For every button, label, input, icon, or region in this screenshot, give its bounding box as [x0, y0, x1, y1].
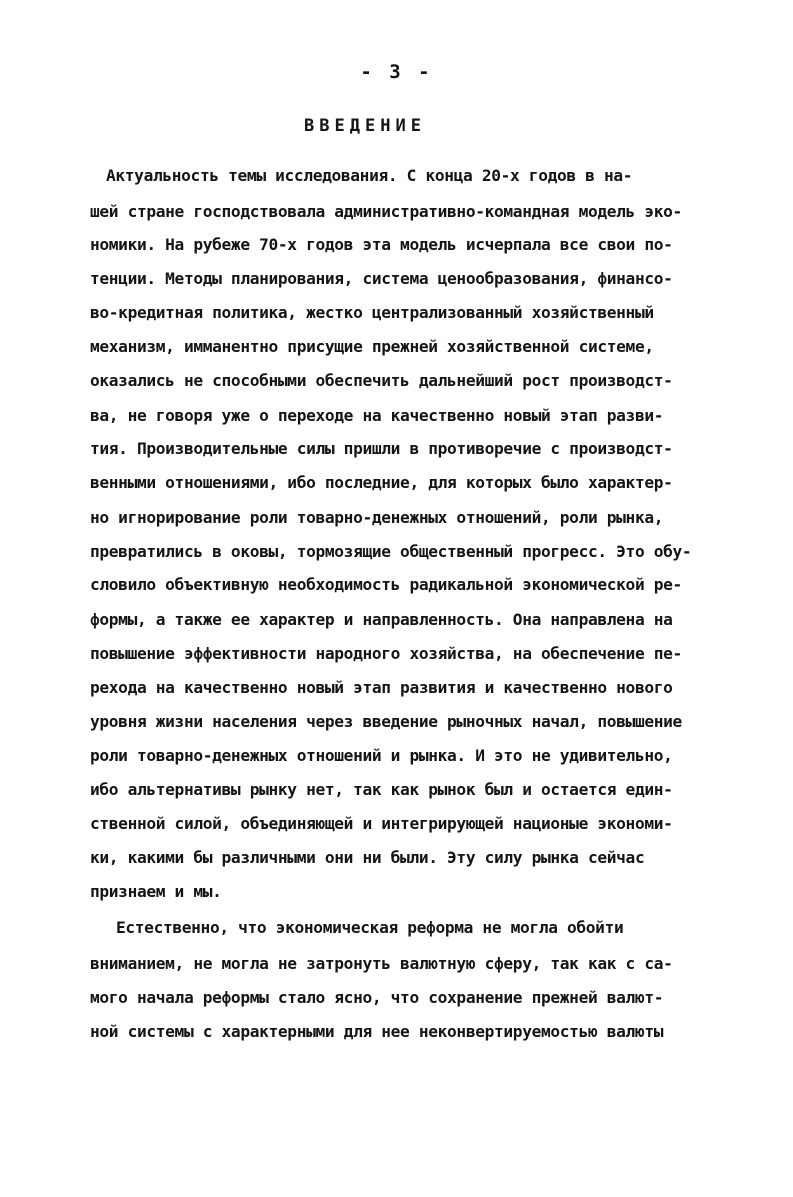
page-number: - 3 - — [360, 61, 433, 83]
text-line: номики. На рубеже 70-х годов эта модель исчерпала все свои по- — [90, 235, 673, 254]
text-line: формы, а также ее характер и направленность. Она направлена на — [90, 610, 673, 629]
text-line: оказались не способными обеспечить дальнейший рост производст- — [90, 371, 673, 390]
text-line: ственной силой, объединяющей и интегрирующей национые экономи- — [90, 814, 673, 833]
text-line: словило объективную необходимость радикальной экономической ре- — [90, 575, 682, 594]
text-line: механизм, имманентно присущие прежней хозяйственной системе, — [90, 337, 654, 356]
text-line: но игнорирование роли товарно-денежных отношений, роли рынка, — [90, 508, 664, 527]
text-line: ибо альтернативы рынку нет, так как рынок был и остается един- — [90, 780, 673, 799]
text-line: венными отношениями, ибо последние, для которых было характер- — [90, 473, 673, 492]
text-line: ной системы с характерными для нее неконвертируемостью валюты — [90, 1022, 664, 1041]
text-line: ва, не говоря уже о переходе на качественно новый этап разви- — [90, 406, 664, 425]
text-line: Естественно, что экономическая реформа не могла обойти — [116, 918, 624, 937]
text-line: тия. Производительные силы пришли в противоречие с производст- — [90, 439, 673, 458]
text-line: мого начала реформы стало ясно, что сохранение прежней валют- — [90, 988, 664, 1007]
text-line: ки, какими бы различными они ни были. Эту силу рынка сейчас — [90, 848, 645, 867]
text-line: тенции. Методы планирования, система ценообразования, финансо- — [90, 269, 673, 288]
text-line: вниманием, не могла не затронуть валютную сферу, так как с са- — [90, 954, 673, 973]
text-line: роли товарно-денежных отношений и рынка. И это не удивительно, — [90, 746, 673, 765]
text-line: уровня жизни населения через введение рыночных начал, повышение — [90, 712, 682, 731]
text-line: рехода на качественно новый этап развития и качественно нового — [90, 678, 673, 697]
text-line: шей стране господствовала административно-командная модель эко- — [90, 202, 682, 221]
text-line: признаем и мы. — [90, 882, 222, 901]
text-line: Актуальность темы исследования. С конца 20-х годов в на- — [106, 166, 633, 185]
text-line: повышение эффективности народного хозяйства, на обеспечение пе- — [90, 644, 682, 663]
section-heading: ВВЕДЕНИЕ — [304, 116, 426, 136]
text-line: во-кредитная политика, жестко централизованный хозяйственный — [90, 303, 654, 322]
text-line: превратились в оковы, тормозящие общественный прогресс. Это обу- — [90, 542, 692, 561]
